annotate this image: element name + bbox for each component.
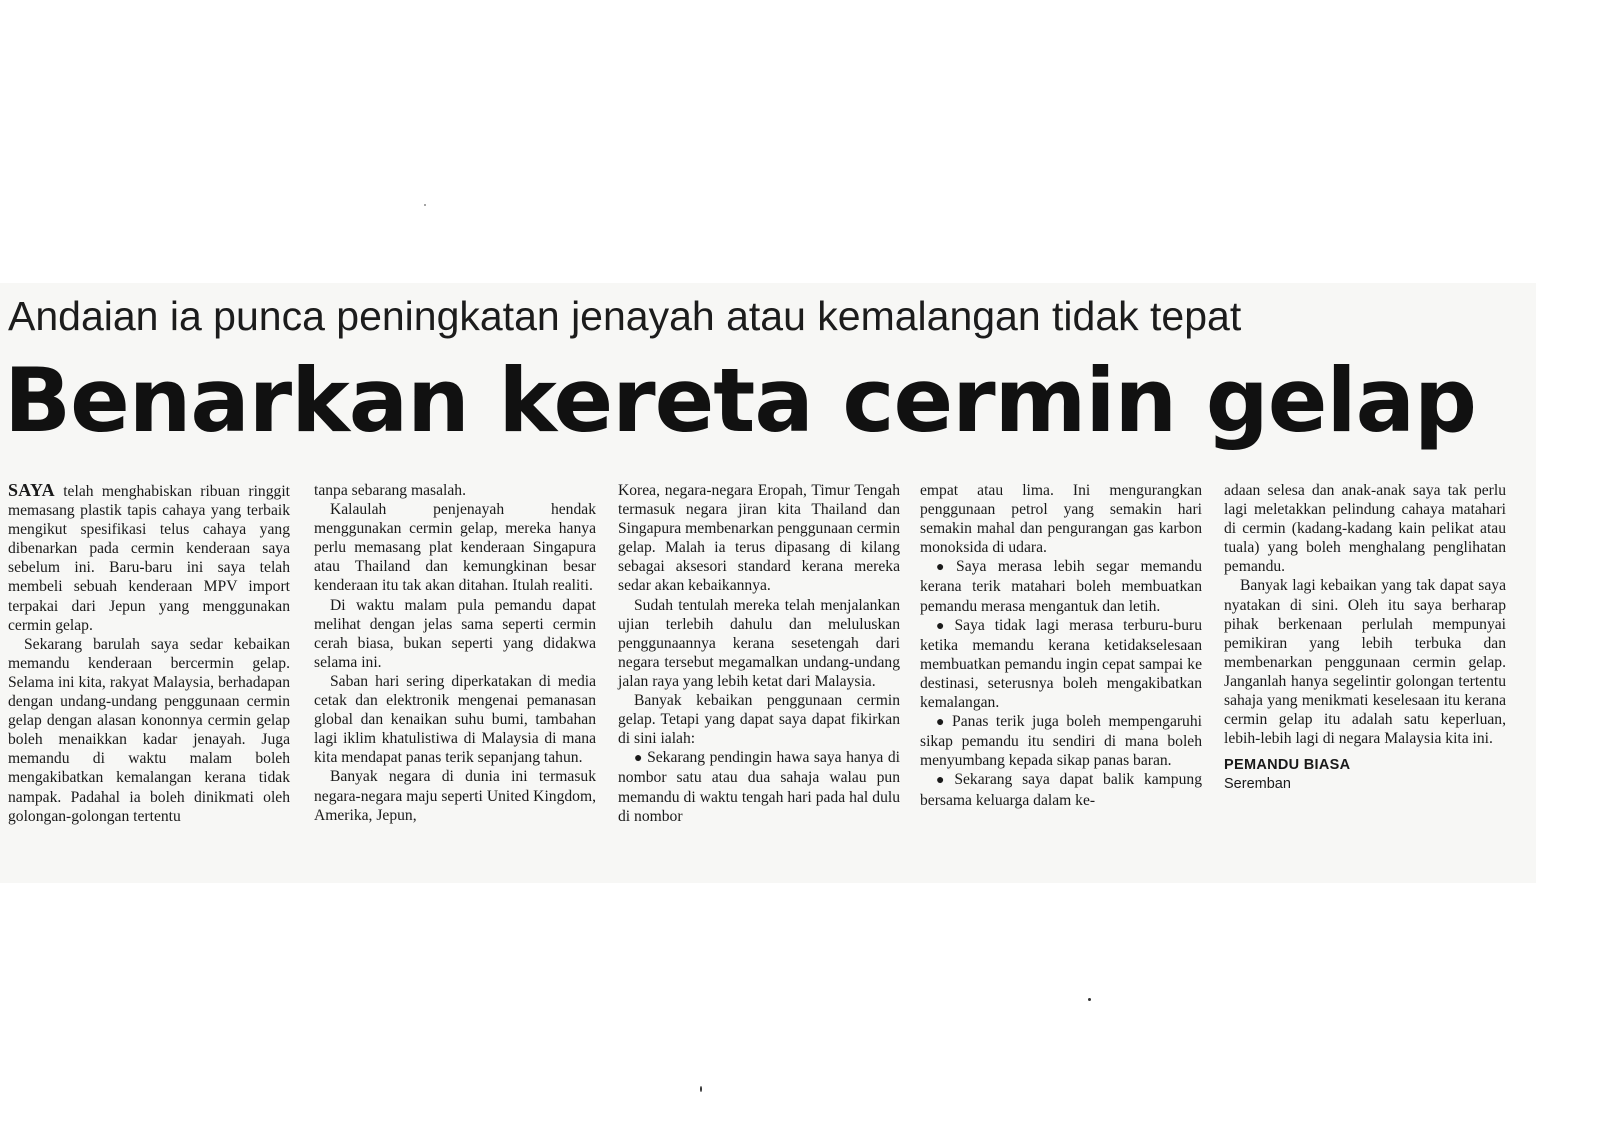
bullet-icon: ● — [936, 618, 951, 634]
bullet-icon: ● — [936, 773, 951, 789]
paragraph: Saban hari sering diperkatakan di media cetak dan elektronik mengenai pemanasan global dan kenaikan suhu bumi, tambahan lagi iklim khatulistiwa di Malaysia di mana kita mendapat panas terik sepanjang tahun. — [314, 672, 596, 767]
column-4 — [920, 481, 1202, 810]
lead-word: SAYA — [8, 480, 55, 500]
column-3 — [618, 481, 900, 826]
scan-speck — [700, 1086, 702, 1092]
scan-speck — [1088, 998, 1091, 1001]
paragraph: tanpa sebarang masalah. — [314, 482, 466, 499]
paragraph: Korea, negara-negara Eropah, Timur Tengah termasuk negara jiran kita Thailand dan Singapura membenarkan penggunaan cermin gelap. Malah ia terus dipasang di kilang sebagai aksesori standard kerana mereka sedar akan kebaikannya. — [618, 482, 900, 595]
bullet-paragraph: ● Sekarang saya dapat balik kampung bersama keluarga dalam ke- — [920, 771, 1202, 809]
column-5 — [1224, 481, 1506, 795]
paragraph: empat atau lima. Ini mengurangkan penggunaan petrol yang semakin hari semakin mahal dan pengurangan gas karbon monoksida di udara. — [920, 482, 1202, 557]
bullet-paragraph: ● Saya tidak lagi merasa terburu-buru ketika memandu kerana ketidakselesaan membuatkan pemandu ingin cepat sampai ke destinasi, seterusnya boleh mengakibatkan kemalangan. — [920, 616, 1202, 712]
paragraph: Sekarang barulah saya sedar kebaikan memandu kenderaan bercermin gelap. Selama ini kita, rakyat Malaysia, berhadapan dengan undang-undang penggunaan cermin gelap dengan alasan kononnya cermin gelap boleh menaikkan kadar jenayah. Juga memandu di waktu malam boleh mengakibatkan kemalangan kerana tidak nampak. Padahal ia boleh dinikmati oleh golongan-golongan tertentu — [8, 635, 290, 825]
bullet-paragraph: ● Sekarang pendingin hawa saya hanya di nombor satu atau dua sahaja walau pun memandu di waktu tengah hari pada hal dulu di nombor — [618, 749, 900, 825]
paragraph: Banyak negara di dunia ini termasuk negara-negara maju seperti United Kingdom, Amerika, Jepun, — [314, 768, 596, 824]
paragraph: Banyak lagi kebaikan yang tak dapat saya nyatakan di sini. Oleh itu saya berharap pihak berkenaan perlulah mempunyai pemikiran yang lebih terbuka dan membenarkan penggunaan cermin gelap. Janganlah hanya segelintir golongan tertentu sahaja yang menikmati keselesaan itu kerana cermin gelap itu adalah satu keperluan, lebih-lebih lagi di negara Malaysia kita ini. — [1224, 577, 1506, 748]
paragraph: Banyak kebaikan penggunaan cermin gelap. Tetapi yang dapat saya dapat fikirkan di sini ialah: — [618, 692, 900, 748]
bullet-paragraph: ● Saya merasa lebih segar memandu kerana terik matahari boleh membuatkan pemandu merasa mengantuk dan letih. — [920, 558, 1202, 615]
scan-speck — [424, 204, 426, 206]
article-headline: Benarkan kereta cermin gelap — [4, 349, 1476, 452]
column-2 — [314, 481, 596, 825]
column-1 — [8, 481, 290, 826]
bullet-icon: ● — [634, 751, 644, 767]
author-name: PEMANDU BIASA — [1224, 757, 1351, 774]
bullet-icon: ● — [936, 560, 953, 576]
paragraph: Sudah tentulah mereka telah menjalankan ujian terlebih dahulu dan meluluskan penggunaannya kerana sesetengah dari negara tersebut megamalkan undang-undang jalan raya yang lebih ketat dari Malaysia. — [618, 596, 900, 690]
bullet-icon: ● — [936, 715, 949, 731]
author-location: Seremban — [1224, 776, 1291, 793]
bullet-paragraph: ● Panas terik juga boleh mempengaruhi sikap pemandu itu sendiri di mana boleh menyumbang kepada sikap panas baran. — [920, 713, 1202, 770]
paragraph: Di waktu malam pula pemandu dapat melihat dengan jelas sama seperti cermin cerah biasa, bukan seperti yang didakwa selama ini. — [314, 596, 596, 671]
paragraph: Kalaulah penjenayah hendak menggunakan cermin gelap, mereka hanya perlu memasang plat kenderaan Singapura atau Thailand dan kemungkinan besar kenderaan itu tak akan ditahan. Itulah realiti. — [314, 501, 596, 595]
paragraph: adaan selesa dan anak-anak saya tak perlu lagi meletakkan pelindung cahaya matahari di cermin (kadang-kadang kain pelikat atau tuala) yang boleh menghalang penglihatan pemandu. — [1224, 482, 1506, 576]
paragraph: SAYA telah menghabiskan ribuan ringgit memasang plastik tapis cahaya yang terbaik mengikut spesifikasi telus cahaya yang dibenarkan pada cermin kenderaan saya sebelum ini. Baru-baru ini saya telah membeli sebuah kenderaan MPV import terpakai dari Jepun yang menggunakan cermin gelap. — [8, 480, 290, 634]
article-kicker: Andaian ia punca peningkatan jenayah atau kemalangan tidak tepat — [8, 293, 1242, 339]
